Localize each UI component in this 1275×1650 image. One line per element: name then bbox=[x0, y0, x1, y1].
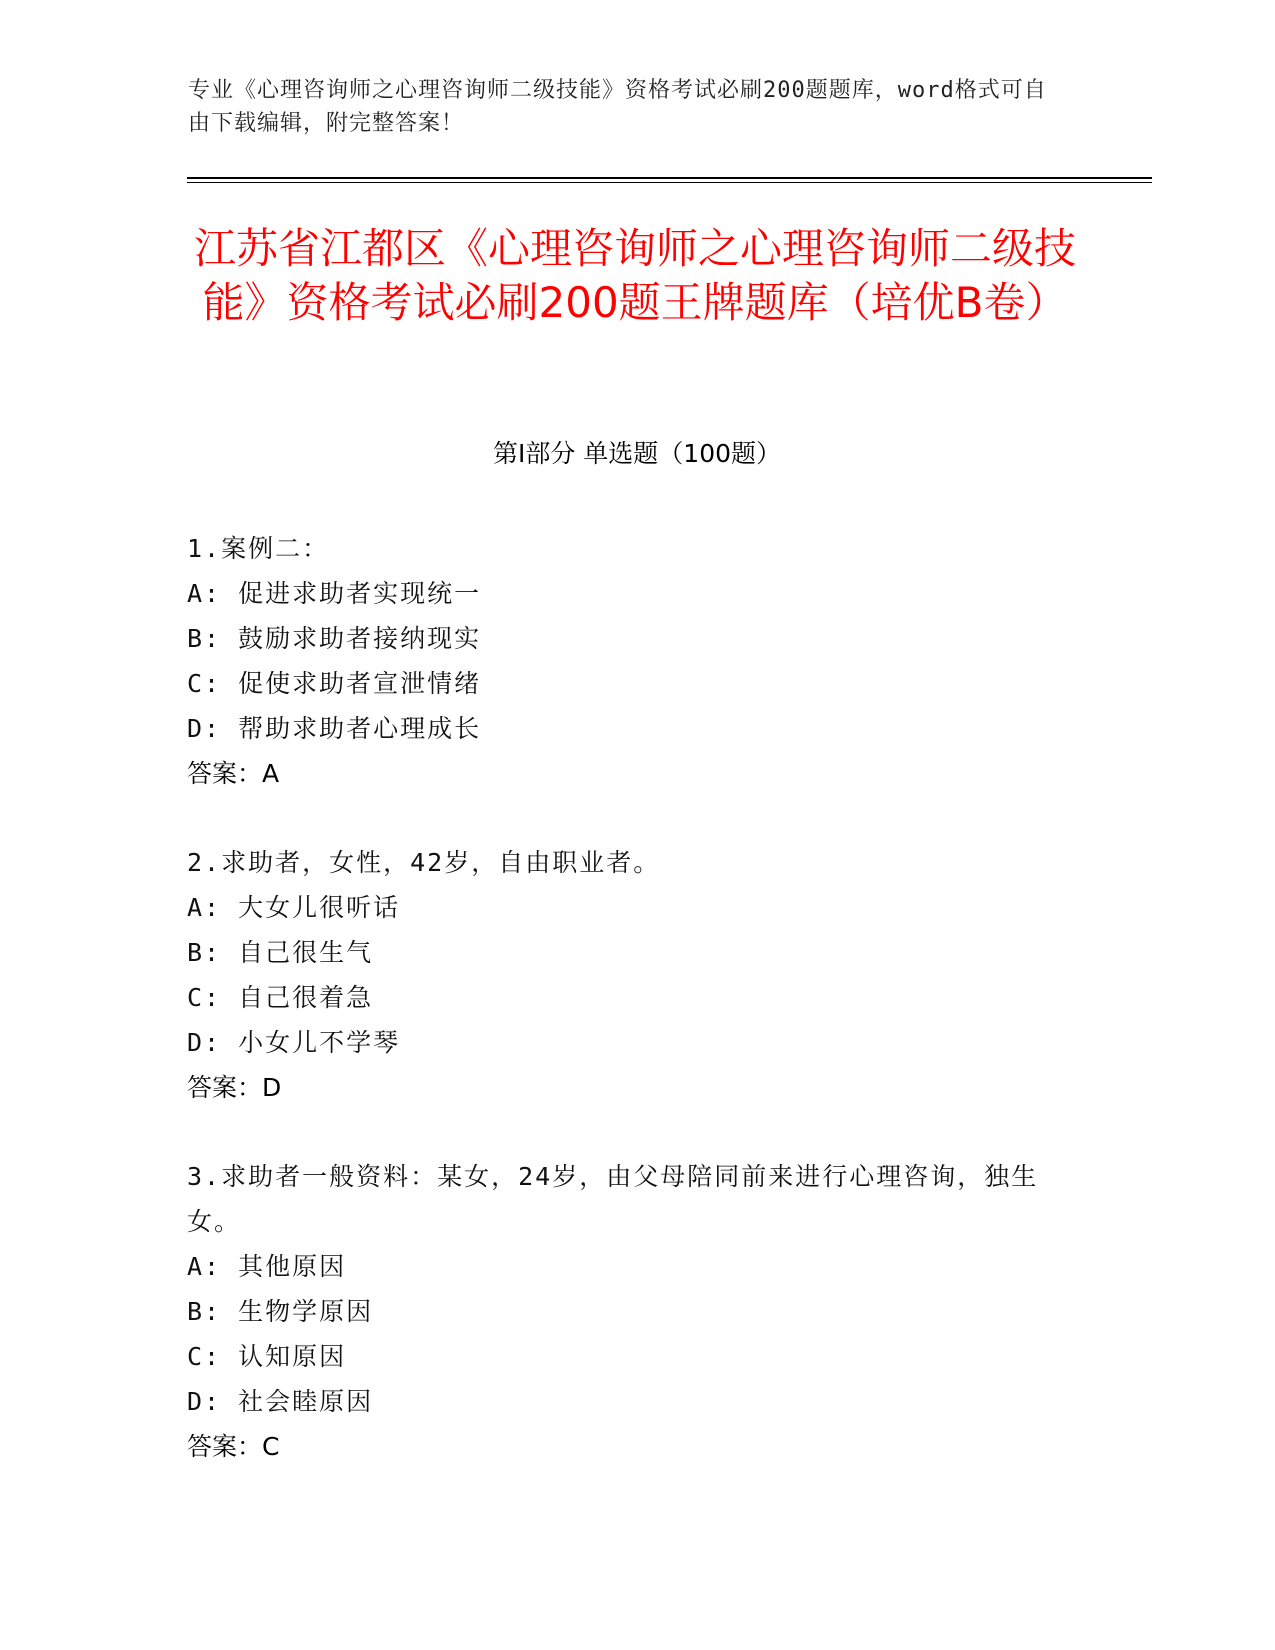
answer-line: 答案：A bbox=[187, 759, 280, 788]
answer-line: 答案：D bbox=[187, 1073, 282, 1102]
option-c: C: 自己很着急 bbox=[187, 983, 374, 1012]
option-a: A: 其他原因 bbox=[187, 1252, 347, 1281]
option-a: A: 大女儿很听话 bbox=[187, 893, 401, 922]
question-2 bbox=[187, 840, 1077, 1110]
option-d: D: 社会睦原因 bbox=[187, 1387, 374, 1416]
option-c: C: 认知原因 bbox=[187, 1342, 347, 1371]
option-c: C: 促使求助者宣泄情绪 bbox=[187, 669, 482, 698]
answer-line: 答案：C bbox=[187, 1432, 280, 1461]
option-b: B: 自己很生气 bbox=[187, 938, 374, 967]
option-d: D: 小女儿不学琴 bbox=[187, 1028, 401, 1057]
option-d: D: 帮助求助者心理成长 bbox=[187, 714, 482, 743]
option-b: B: 鼓励求助者接纳现实 bbox=[187, 624, 482, 653]
question-list bbox=[187, 526, 1077, 1513]
header-note: 专业《心理咨询师之心理咨询师二级技能》资格考试必刷200题题库，word格式可自由下载编辑，附完整答案！ bbox=[188, 78, 1047, 136]
document-title: 江苏省江都区《心理咨询师之心理咨询师二级技能》资格考试必刷200题王牌题库（培优B卷） bbox=[193, 224, 1076, 327]
question-stem: 1.案例二： bbox=[187, 534, 330, 563]
question-stem: 2.求助者，女性，42岁，自由职业者。 bbox=[187, 848, 661, 877]
header-rule-thin bbox=[187, 182, 1152, 183]
option-b: B: 生物学原因 bbox=[187, 1297, 374, 1326]
header-rule-thick bbox=[187, 177, 1152, 179]
question-stem: 3.求助者一般资料：某女，24岁，由父母陪同前来进行心理咨询，独生女。 bbox=[187, 1162, 1039, 1236]
question-3 bbox=[187, 1154, 1077, 1469]
section-title: 第Ⅰ部分 单选题（100题） bbox=[492, 439, 782, 468]
option-a: A: 促进求助者实现统一 bbox=[187, 579, 482, 608]
question-1 bbox=[187, 526, 1077, 796]
